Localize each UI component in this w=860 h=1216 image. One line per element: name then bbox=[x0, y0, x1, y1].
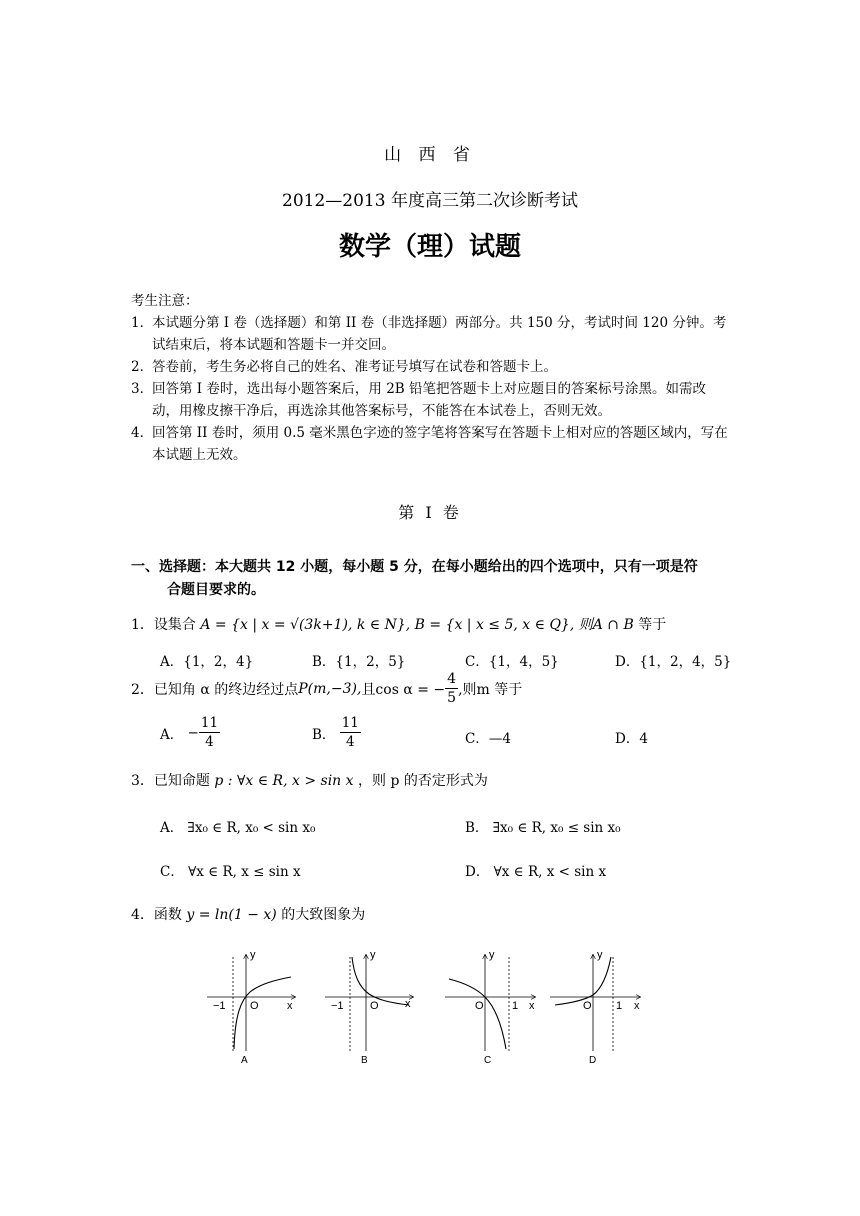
exam-title: 2012—2013 年度高三第二次诊断考试 bbox=[282, 191, 578, 211]
svg-text:O: O bbox=[370, 1000, 379, 1012]
notes-title: 考生注意： bbox=[131, 293, 199, 309]
graph-label-b: B bbox=[361, 1055, 368, 1066]
q1-option-a[interactable]: A．{1，2，4} bbox=[160, 654, 254, 670]
q1-option-c[interactable]: C．{1，4，5} bbox=[465, 654, 559, 670]
question-2-stem: 2．已知角 α 的终边经过点 P(m,−3), 且cos α = − $\frac{4}{5}$ ,则m 等于 bbox=[131, 671, 523, 706]
subject-title: 数学（理）试题 bbox=[338, 232, 521, 262]
svg-text:y: y bbox=[597, 949, 603, 961]
exam-notes bbox=[131, 290, 731, 466]
svg-text:1: 1 bbox=[616, 1000, 623, 1012]
q1-option-d[interactable]: D．{1，2，4，5} bbox=[615, 654, 732, 670]
q3-option-c[interactable]: C． ∀x ∈ R, x ≤ sin x bbox=[160, 864, 301, 880]
note-item: 3． 回答第 I 卷时，选出每小题答案后，用 2B 铅笔把答题卡上对应题目的答案标号涂黑。如需改动，用橡皮擦干净后，再选涂其他答案标号，不能答在本试卷上，否则无效。 bbox=[131, 381, 707, 419]
question-1-stem: 1．设集合 A = {x | x = √(3k+1), k ∈ N}, B = {x | x ≤ 5, x ∈ Q}, 则A ∩ B 等于 bbox=[131, 617, 667, 633]
q3-option-d[interactable]: D． ∀x ∈ R, x < sin x bbox=[465, 864, 607, 880]
q3-option-a[interactable]: A． ∃x₀ ∈ R, x₀ < sin x₀ bbox=[160, 820, 316, 836]
svg-text:−1: −1 bbox=[213, 1000, 226, 1012]
question-3-stem: 3．已知命题 p : ∀x ∈ R, x > sin x ，则 p 的否定形式为 bbox=[131, 773, 488, 789]
svg-text:1: 1 bbox=[512, 1000, 519, 1012]
svg-text:x: x bbox=[634, 1000, 640, 1012]
graph-c[interactable] bbox=[445, 949, 535, 1066]
note-item: 1． 本试题分第 I 卷（选择题）和第 II 卷（非选择题）两部分。共 150 分，考试时间 120 分钟。考试结束后，将本试题和答题卡一并交回。 bbox=[131, 315, 727, 353]
q2-fraction: $\frac{4}{5}$ bbox=[447, 671, 457, 706]
q2-option-d[interactable]: D．4 bbox=[615, 731, 648, 747]
q4-graphs bbox=[195, 945, 655, 1070]
q2-option-c[interactable]: C．—4 bbox=[465, 731, 511, 747]
q1-option-b[interactable]: B．{1，2，5} bbox=[312, 654, 406, 670]
note-item: 2． 答卷前，考生务必将自己的姓名、准考证号填写在试卷和答题卡上。 bbox=[131, 359, 557, 375]
q2-option-a[interactable]: A． − $\frac{11}{4}$ bbox=[160, 715, 219, 750]
graph-b[interactable] bbox=[325, 949, 413, 1066]
province-title: 山 西 省 bbox=[384, 145, 476, 165]
graph-a[interactable] bbox=[207, 949, 295, 1066]
svg-text:x: x bbox=[287, 1000, 293, 1012]
svg-text:O: O bbox=[475, 1000, 484, 1012]
question-4-stem: 4．函数 y = ln(1 − x) 的大致图象为 bbox=[131, 907, 366, 923]
graph-label-d: D bbox=[589, 1055, 597, 1066]
section-heading: 一、选择题：本大题共 12 小题，每小题 5 分，在每小题给出的四个选项中，只有一项是符 合题目要求的。 bbox=[131, 559, 698, 598]
svg-text:x: x bbox=[405, 998, 411, 1010]
graph-label-a: A bbox=[241, 1055, 248, 1066]
svg-text:y: y bbox=[370, 949, 376, 961]
graph-d[interactable] bbox=[550, 949, 640, 1066]
note-item: 4． 回答第 II 卷时，须用 0.5 毫米黑色字迹的签字笔将答案写在答题卡上相对应的答题区域内，写在本试题上无效。 bbox=[131, 425, 728, 463]
q3-option-b[interactable]: B． ∃x₀ ∈ R, x₀ ≤ sin x₀ bbox=[465, 820, 621, 836]
graph-label-c: C bbox=[484, 1055, 492, 1066]
volume-title: 第 I 卷 bbox=[398, 503, 462, 522]
q2-option-b[interactable]: B． $\frac{11}{4}$ bbox=[312, 715, 359, 750]
svg-text:O: O bbox=[250, 1000, 259, 1012]
svg-text:y: y bbox=[489, 949, 495, 961]
svg-text:O: O bbox=[583, 1000, 592, 1012]
svg-text:x: x bbox=[529, 1000, 535, 1012]
svg-text:y: y bbox=[250, 949, 256, 961]
svg-text:−1: −1 bbox=[331, 1000, 344, 1012]
